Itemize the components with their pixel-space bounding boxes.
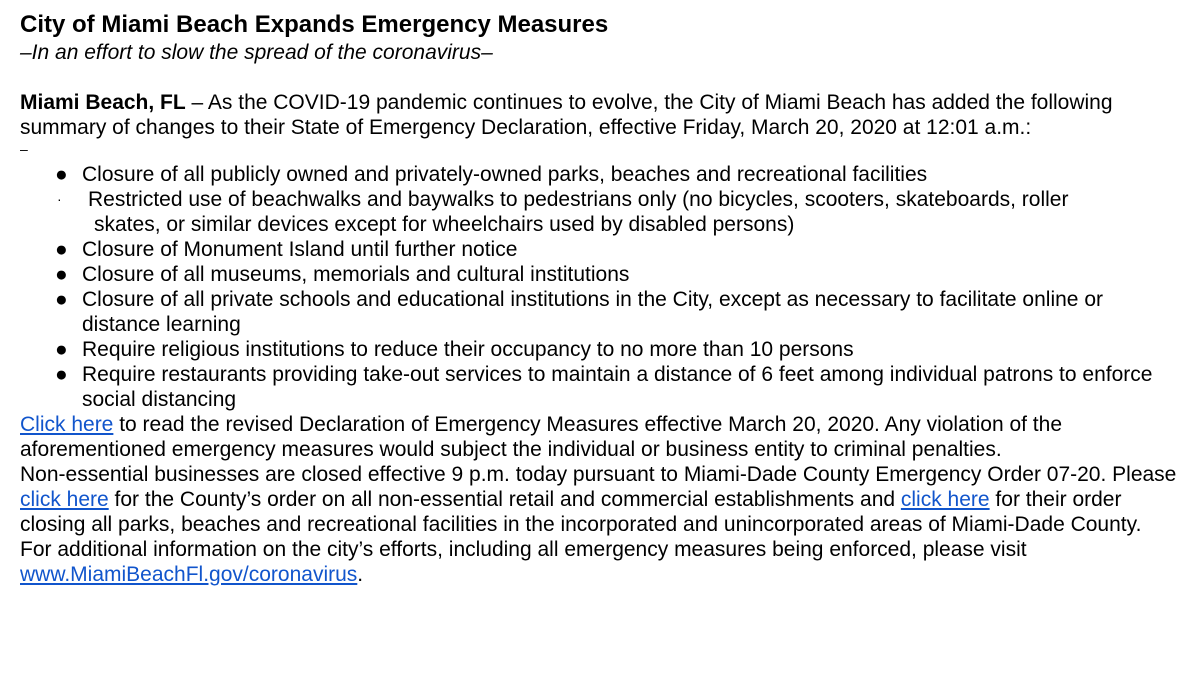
county-parks-order-link[interactable]: click here [900,488,990,511]
bullet-icon: ● [55,263,68,286]
small-bullet-icon: · [57,191,62,207]
bullet-icon: ● [55,363,68,386]
list-item: ● Closure of Monument Island until further notice [55,238,518,261]
additional-info-paragraph: For additional information on the city’s efforts, including all emergency measures being enforced, please visit www.MiamiBeachFl.gov/coronavirus. [20,538,1027,586]
bullet-icon: ● [55,338,68,361]
county-order-paragraph: Non-essential businesses are closed effective 9 p.m. today pursuant to Miami-Dade County Emergency Order 07-20. Please click here for the County’s order on all non-essential retail and commercial establishments and click here for their order closing all parks, beaches and recreational facilities in the incorporated and unincorporated areas of Miami-Dade County. [20,463,1177,536]
declaration-link[interactable]: Click here [20,413,114,436]
list-item: · Restricted use of beachwalks and baywalks to pedestrians only (no bicycles, scooters, skateboards, roller skates, or similar devices except for wheelchairs used by disabled persons) [57,188,1069,236]
declaration-paragraph: Click here to read the revised Declaration of Emergency Measures effective March 20, 2020. Any violation of the aforementioned emergency measures would subject the individual or business entity to criminal penalties. [20,413,1063,461]
list-item: ● Require religious institutions to reduce their occupancy to no more than 10 persons [55,338,854,361]
intro-text: – As the COVID-19 pandemic continues to evolve, the City of Miami Beach has added the following summary of changes to their State of Emergency Declaration, effective Friday, March 20, 2020 at 12:01 a.m.: [20,91,1113,139]
page-subtitle: –In an effort to slow the spread of the coronavirus– [20,41,493,64]
bullet-icon: ● [55,288,68,311]
dateline: Miami Beach, FL [20,91,186,114]
coronavirus-website-link[interactable]: www.MiamiBeachFl.gov/coronavirus [20,563,358,586]
county-retail-order-link[interactable]: click here [20,488,109,511]
list-item: ● Closure of all museums, memorials and cultural institutions [55,263,630,286]
intro-paragraph [20,90,1180,140]
measures-list [20,162,1185,412]
list-item: ● Require restaurants providing take-out services to maintain a distance of 6 feet among individual patrons to enforce social distancing [55,363,1153,411]
list-item: ● Closure of all private schools and educational institutions in the City, except as necessary to facilitate online or distance learning [55,288,1103,336]
bullet-icon: ● [55,238,68,261]
stray-mark: – [20,141,28,157]
list-item: ● Closure of all publicly owned and privately-owned parks, beaches and recreational facilities [55,163,928,186]
page-title: City of Miami Beach Expands Emergency Measures [20,11,609,38]
bullet-icon: ● [55,163,68,186]
